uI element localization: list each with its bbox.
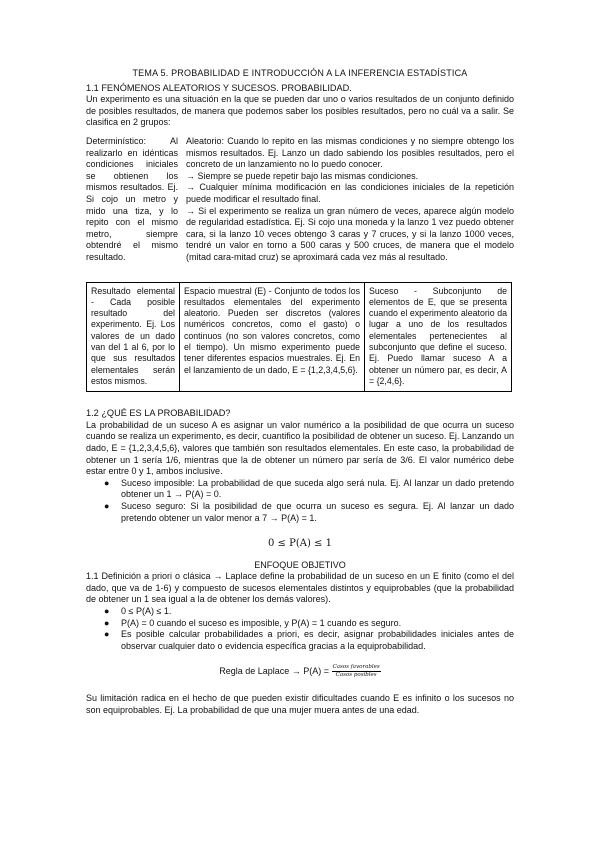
enfoque-intro: 1.1 Definición a priori o clásica → Laplace define la probabilidad de un suceso en un E finito (como el del dado, que va de 1-6) y compuesto de sucesos elementales distintos y equiprobables (que la probabilidad de obtener un 1 sea igual a la de obtener los demás valores).	[86, 571, 514, 605]
bullet-icon: ●	[104, 500, 110, 511]
section2-heading: 1.2 ¿QUÉ ES LA PROBABILIDAD?	[86, 408, 231, 419]
random-point-3: → Si el experimento se realiza un gran número de veces, aparece algún modelo de regularidad estadística. Ej. Si cojo una moneda y la lanzo 1 vez puedo obtener cara, si la lanzo 10 veces obtengo 3 caras y 7 cruces, y si la lanzo 1000 veces, tendré un valor en torno a 500 caras y 500 cruces, de manera que el modelo (mitad cara-mitad cruz) se aproximará cada vez más al resultado.	[186, 205, 514, 262]
random-definition: Aleatorio: Cuando lo repito en las mismas condiciones y no siempre obtengo los mismos resultados. Ej. Lanzo un dado sabiendo los posibles resultados, pero el concreto de un lanzamiento no lo puedo conocer.	[186, 135, 514, 170]
objective-approach	[86, 560, 514, 717]
deterministic-text: Determinístico: Al realizarlo en idénticas condiciones iniciales se obtienen los mismos resultados. Ej. Si cojo un metro y mido una tiza, y lo repito con el mismo metro, siempre obtendré el mismo resultado.	[86, 135, 178, 262]
definitions-table	[86, 282, 512, 393]
event-cell: Suceso - Subconjunto de elementos de E, que se presenta cuando el experimento aleatorio da lugar a uno de los resultados elementales pertenecientes al subconjunto que define el suceso. Ej. Puedo llamar suceso A a obtener un número par, es decir, A = {2,4,6}.	[365, 282, 512, 392]
probability-range-formula: 0 ≤ P(A) ≤ 1	[268, 538, 332, 550]
section2	[86, 408, 514, 550]
laplace-label: Regla de Laplace → P(A) =	[219, 666, 330, 677]
probability-bullets	[86, 478, 514, 524]
list-item	[104, 618, 514, 630]
experiment-types	[86, 136, 514, 264]
range-text: 0 ≤ P(A) ≤ 1.	[121, 606, 172, 617]
section1-intro: Un experimento es una situación en la que se pueden dar uno o varios resultados de un conjunto definido de posibles resultados, de manera que podemos saber los posibles resultados, pero no cuál va a salir. Se clasifica en 2 grupos:	[86, 94, 514, 128]
impossible-certain-text: P(A) = 0 cuando el suceso es imposible, y P(A) = 1 cuando es seguro.	[121, 617, 402, 628]
section2-intro: La probabilidad de un suceso A es asignar un valor numérico a la posibilidad de que ocurra un suceso cuando se realiza un experimento, es decir, cuantifico la posibilidad de obtener un suceso. Ej. Lanzando un dado, E = {1,2,3,4,5,6}, valores que también son resultados elementales. En este caso, la probabilidad de obtener un 1 sería 1/6, mientras que la de obtener un número par sería de 3/6. El valor numérico debe estar entre 0 y 1, ambos inclusive.	[86, 419, 514, 477]
limitation-text: Su limitación radica en el hecho de que pueden existir dificultades cuando E es infinito o los sucesos no son equiprobables. Ej. La probabilidad de que una mujer muera antes de una edad.	[86, 693, 514, 716]
a-priori-text: Es posible calcular probabilidades a priori, es decir, asignar probabilidades iniciales antes de observar cualquier dato o evidencia específica gracias a la equiprobabilidad.	[121, 629, 514, 651]
sample-space-cell: Espacio muestral (E) - Conjunto de todos los resultados elementales del experimento aleatorio. Pueden ser discretos (valores numéricos concretos, como el gasto) o continuos (no son valores concretos, como el tiempo). Un mismo experimento puede tener diferentes espacios muestrales. Ej. En el lanzamiento de un dado, E = {1,2,3,4,5,6}.	[180, 282, 365, 392]
laplace-rule	[86, 664, 514, 679]
enfoque-bullets	[86, 606, 514, 652]
list-item	[104, 606, 514, 618]
list-item	[104, 478, 514, 501]
random-text	[186, 136, 514, 264]
random-point-1: → Siempre se puede repetir bajo las mismas condiciones.	[186, 170, 419, 181]
table-row	[87, 282, 512, 392]
laplace-denominator: Casos posibles	[335, 672, 377, 679]
enfoque-heading: ENFOQUE OBJETIVO	[254, 559, 346, 570]
list-item	[104, 629, 514, 652]
bullet-icon: ●	[104, 606, 110, 617]
elemental-result-cell: Resultado elemental - Cada posible resultado del experimento. Ej. Los valores de un dado van del 1 al 6, por lo que sus resultados elementales serán estos mismos.	[87, 282, 180, 392]
bullet-icon: ●	[104, 477, 110, 488]
impossible-event-text: Suceso imposible: La probabilidad de que suceda algo será nula. Ej. Al lanzar un dado pretendo obtener un 1 → P(A) = 0.	[121, 477, 514, 500]
laplace-fraction	[332, 664, 381, 679]
certain-event-text: Suceso seguro: Si la posibilidad de que ocurra un suceso es segura. Ej. Al lanzar un dado pretendo obtener un valor menor a 7 → P(A) = 1.	[121, 500, 514, 523]
bullet-icon: ●	[104, 617, 110, 628]
bullet-icon: ●	[104, 629, 110, 640]
random-point-2: → Cualquier mínima modificación en las condiciones iniciales de la repetición puede modificar el resultado final.	[186, 182, 514, 204]
laplace-numerator: Casos favorables	[332, 664, 380, 671]
document-title: TEMA 5. PROBABILIDAD E INTRODUCCIÓN A LA INFERENCIA ESTADÍSTICA	[132, 68, 468, 78]
list-item	[104, 501, 514, 524]
section1-heading: 1.1 FENÓMENOS ALEATORIOS Y SUCESOS. PROBABILIDAD.	[86, 82, 352, 93]
